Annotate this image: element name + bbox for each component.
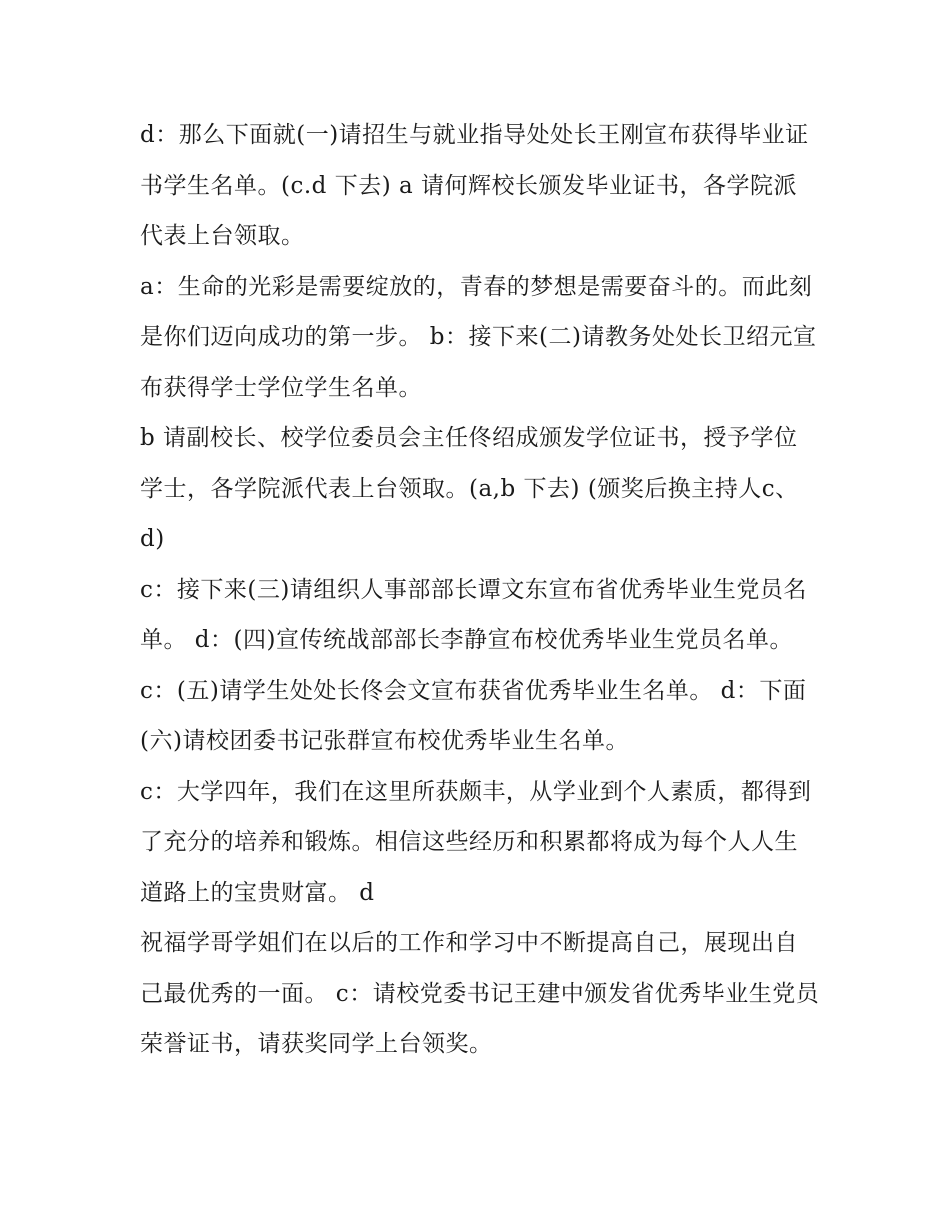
- paragraph: d：那么下面就(一)请招生与就业指导处处长王刚宣布获得毕业证书学生名单。(c.d 下去) a 请何辉校长颁发毕业证书，各学院派代表上台领取。: [140, 122, 809, 249]
- paragraph: 祝福学哥学姐们在以后的工作和学习中不断提高自己，展现出自己最优秀的一面。 c：请校党委书记王建中颁发省优秀毕业生党员荣誉证书，请获奖同学上台领奖。: [140, 930, 820, 1057]
- paragraph: c：(五)请学生处处长佟会文宣布获省优秀毕业生名单。 d：下面(六)请校团委书记张群宣布校优秀毕业生名单。: [140, 677, 807, 754]
- paragraph: b 请副校长、校学位委员会主任佟绍成颁发学位证书，授予学位学士，各学院派代表上台领取。(a,b 下去) (颁奖后换主持人c、d): [140, 425, 799, 552]
- paragraph: a：生命的光彩是需要绽放的，青春的梦想是需要奋斗的。而此刻是你们迈向成功的第一步。 b：接下来(二)请教务处处长卫绍元宣布获得学士学位学生名单。: [140, 273, 817, 401]
- paragraph: c：大学四年，我们在这里所获颇丰，从学业到个人素质，都得到了充分的培养和锻炼。相信这些经历和积累都将成为每个人人生道路上的宝贵财富。 d: [140, 778, 812, 906]
- document-body: [140, 110, 820, 1070]
- paragraph: c：接下来(三)请组织人事部部长谭文东宣布省优秀毕业生党员名单。 d：(四)宣传统战部部长李静宣布校优秀毕业生党员名单。: [140, 576, 807, 653]
